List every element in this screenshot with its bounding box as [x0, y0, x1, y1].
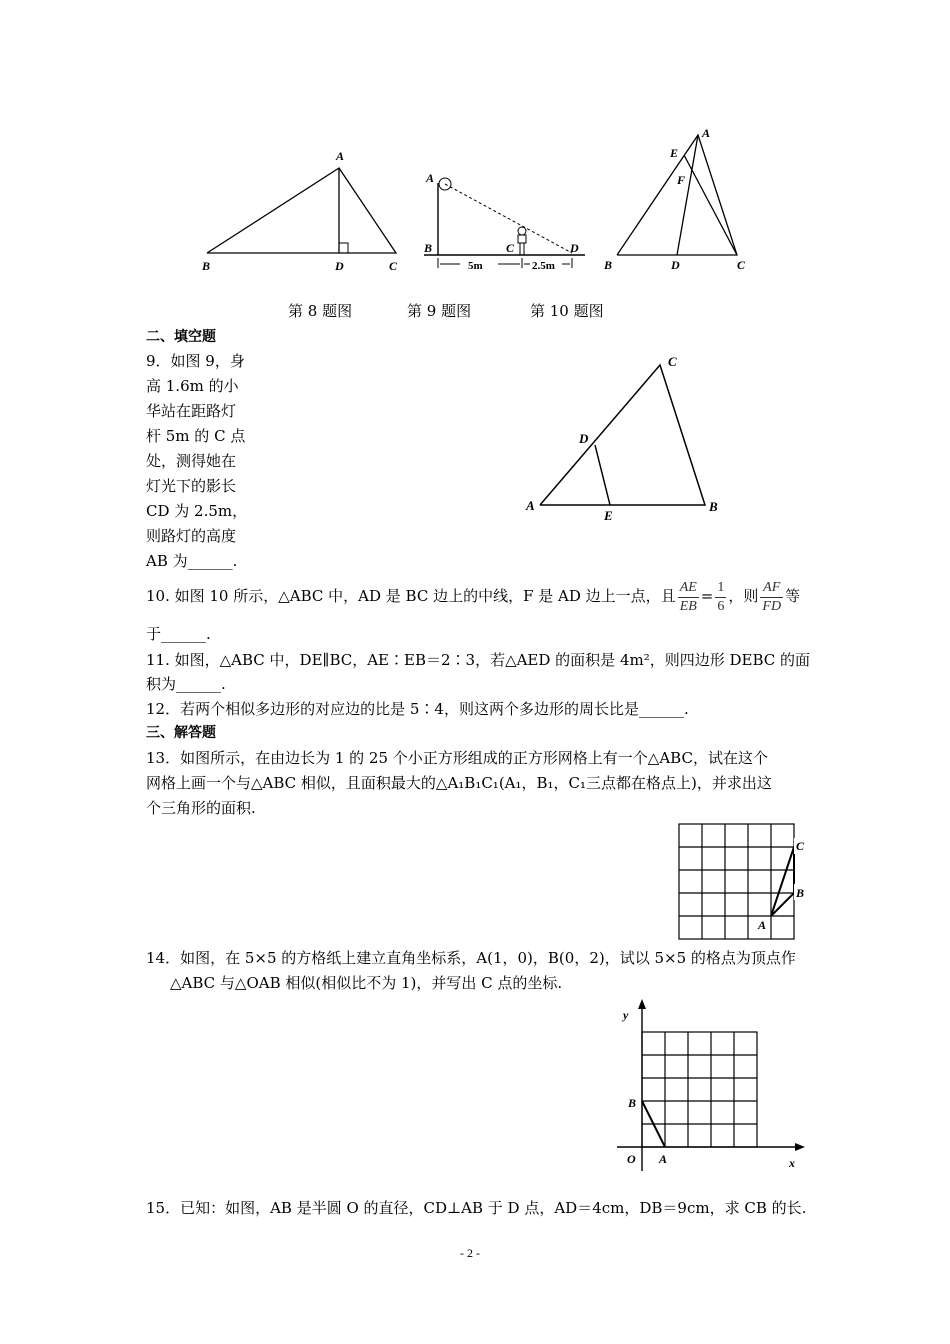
q9-line: 则路灯的高度	[146, 527, 237, 545]
fig14-label-o: O	[627, 1152, 636, 1166]
fig11-label-d: D	[579, 431, 589, 446]
section-answer: 三、解答题	[146, 725, 216, 741]
q9-line: 杆 5m 的 C 点	[146, 427, 246, 445]
question-15: 15．已知：如图，AB 是半圆 O 的直径，CD⊥AB 于 D 点，AD＝4cm，DB＝9cm，求 CB 的长.	[146, 1199, 807, 1217]
q10-eq: =	[700, 587, 714, 605]
fig13-label-b: B	[796, 886, 805, 900]
caption-fig9: 第 9 题图	[407, 302, 472, 320]
frac2-den: 6	[717, 598, 725, 614]
frac2-num: 1	[715, 579, 726, 598]
q9-line: CD 为 2.5m，	[146, 502, 248, 520]
frac1-num: AE	[678, 579, 699, 598]
q13-line2: 网格上画一个与△ABC 相似，且面积最大的△A₁B₁C₁(A₁，B₁，C₁三点都在格点上)，并求出这	[146, 774, 772, 792]
fraction-ae-eb	[678, 579, 699, 616]
q10-text-c: 等	[785, 587, 801, 605]
fig10-label-d: D	[671, 258, 680, 272]
frac3-den: FD	[762, 598, 782, 614]
fig9-dim-5m: 5m	[468, 260, 483, 272]
fig9-dim-2-5m: 2.5m	[532, 260, 555, 272]
person-icon	[518, 227, 526, 235]
figure-8	[195, 140, 410, 280]
fig9-label-b: B	[424, 241, 433, 255]
fig14-label-x: x	[789, 1156, 795, 1170]
q11-line2: 积为______.	[146, 675, 226, 693]
figure-9	[420, 165, 590, 280]
y-axis-arrow-icon	[638, 999, 646, 1009]
q9-line: 9．如图 9，身	[146, 352, 245, 370]
fig10-label-f: F	[677, 173, 686, 187]
frac3-num: AF	[760, 579, 783, 598]
q14-line2: △ABC 与△OAB 相似(相似比不为 1)，并写出 C 点的坐标.	[170, 974, 563, 992]
fig11-label-a: A	[526, 498, 535, 513]
frac1-den: EB	[679, 598, 697, 614]
x-axis-arrow-icon	[795, 1143, 805, 1151]
q13-line3: 个三角形的面积.	[146, 799, 256, 817]
q9-line: 高 1.6m 的小	[146, 377, 239, 395]
q14-line1: 14．如图，在 5×5 的方格纸上建立直角坐标系，A(1，0)，B(0，2)，试以 5×5 的格点为顶点作	[146, 949, 796, 967]
q10-text-a: 10. 如图 10 所示，△ABC 中，AD 是 BC 边上的中线，F 是 AD 边上一点，且	[146, 587, 676, 605]
fig14-label-a: A	[659, 1152, 668, 1166]
fig9-label-c: C	[506, 241, 515, 255]
fig11-label-c: C	[668, 354, 677, 369]
figure-11	[520, 350, 730, 525]
fig10-label-b: B	[604, 258, 613, 272]
fig10-label-c: C	[737, 258, 746, 272]
q9-line: AB 为______.	[146, 552, 238, 570]
q13-line1: 13．如图所示，在由边长为 1 的 25 个小正方形组成的正方形网格上有一个△ABC，试在这个	[146, 749, 768, 767]
fig11-label-b: B	[709, 499, 718, 514]
fig8-label-c: C	[389, 259, 398, 273]
fig13-label-a: A	[758, 918, 767, 932]
fig10-label-e: E	[670, 146, 679, 160]
fraction-1-6	[715, 579, 726, 616]
fig8-label-b: B	[202, 259, 211, 273]
section-fill-in: 二、填空题	[146, 329, 216, 345]
fig9-label-a: A	[426, 171, 435, 185]
fig10-label-a: A	[702, 126, 711, 140]
q11-line1: 11. 如图，△ABC 中，DE∥BC，AE∶EB＝2∶3，若△AED 的面积是 4m²，则四边形 DEBC 的面	[146, 651, 811, 669]
q9-line: 处，测得她在	[146, 452, 237, 470]
q9-line: 灯光下的影长	[146, 477, 237, 495]
q10-line2: 于______.	[146, 625, 211, 643]
question-12: 12．若两个相似多边形的对应边的比是 5∶4，则这两个多边形的周长比是______.	[146, 700, 689, 718]
caption-fig8: 第 8 题图	[288, 302, 353, 320]
fig9-label-d: D	[570, 241, 579, 255]
fig11-label-e: E	[604, 508, 613, 523]
question-10	[146, 576, 811, 616]
fig14-label-y: y	[623, 1008, 629, 1022]
figure-13-grid	[670, 818, 810, 943]
figure-10	[600, 125, 760, 275]
fig8-label-a: A	[336, 149, 345, 163]
q10-text-b: ，则	[728, 587, 759, 605]
fraction-af-fd	[760, 579, 783, 616]
fig8-label-d: D	[335, 259, 344, 273]
caption-fig10: 第 10 题图	[530, 302, 604, 320]
fig13-label-c: C	[796, 839, 805, 853]
fig14-label-b: B	[628, 1096, 637, 1110]
q9-line: 华站在距路灯	[146, 402, 237, 420]
page-number: - 2 -	[460, 1246, 480, 1260]
question-9	[146, 349, 256, 574]
figure-14-grid	[615, 995, 810, 1175]
